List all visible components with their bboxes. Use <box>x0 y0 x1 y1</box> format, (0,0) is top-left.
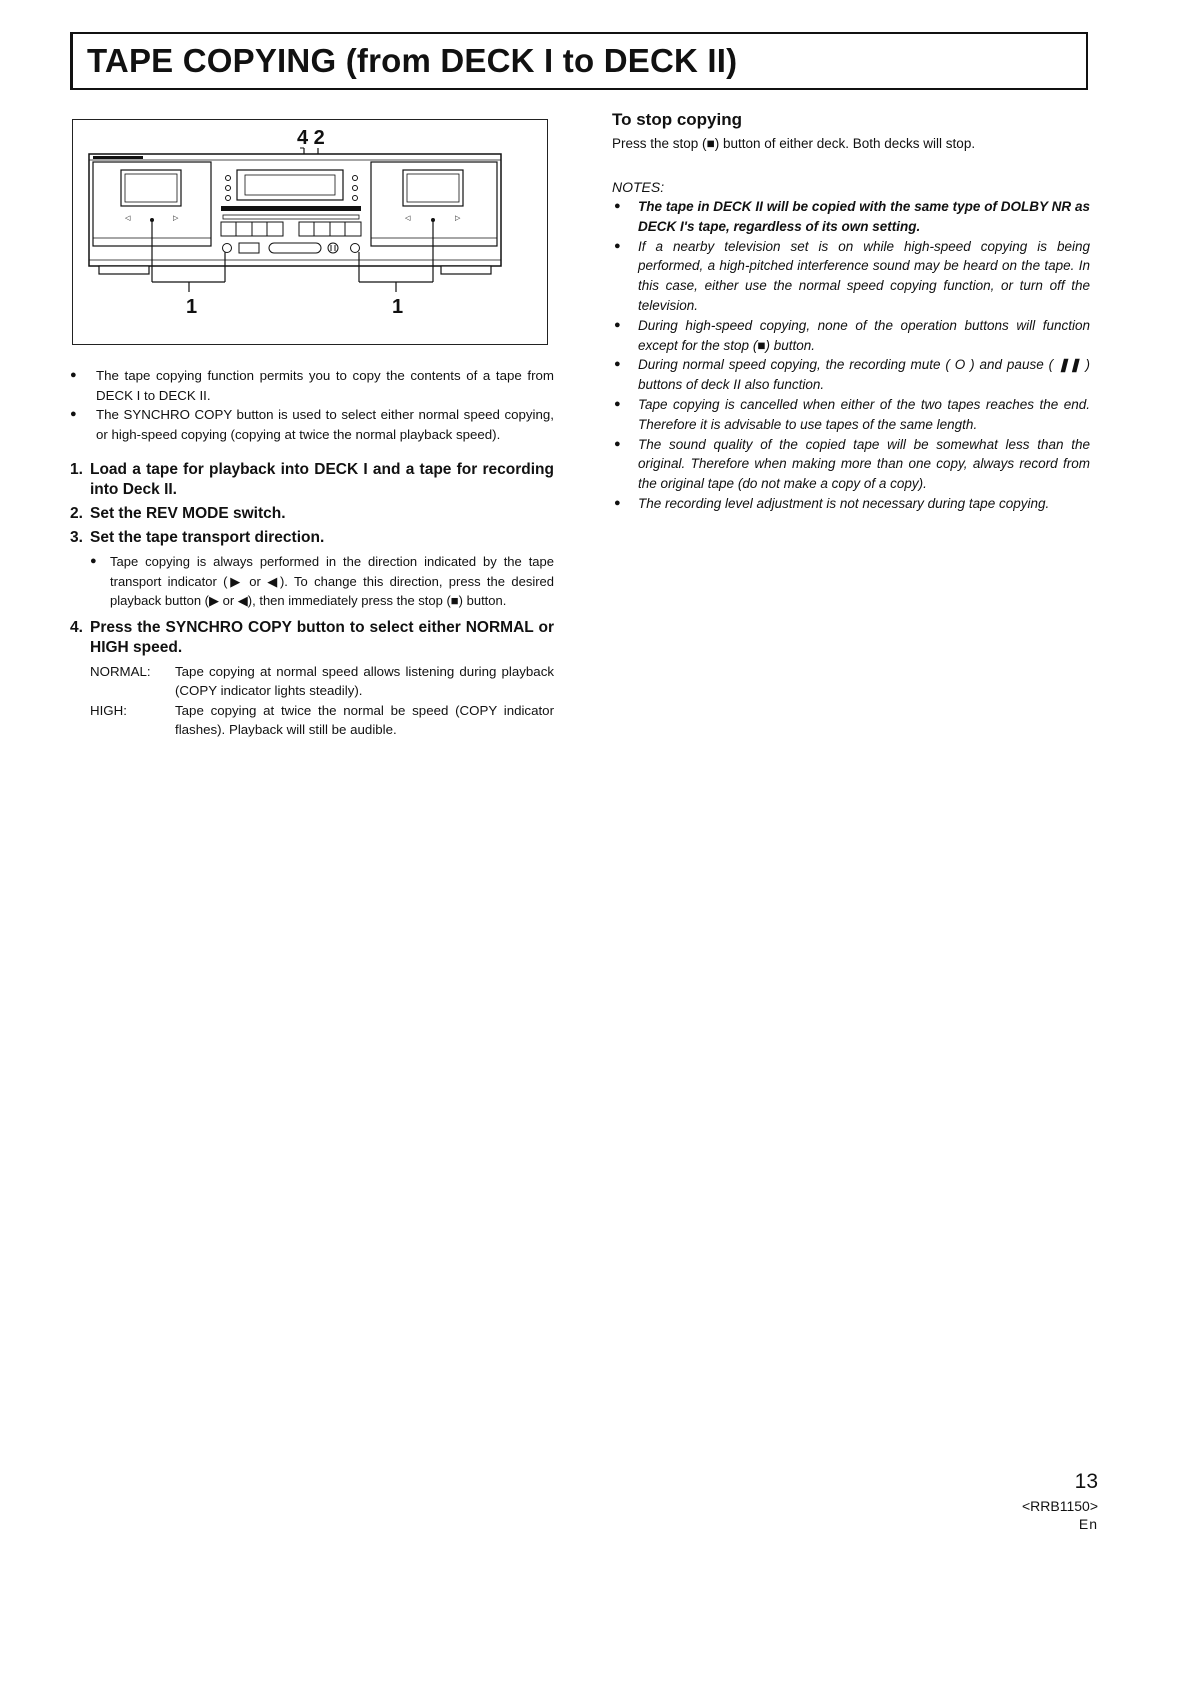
mode-desc: Tape copying at twice the normal be speed (COPY indicator flashes). Playback will still be audible. <box>175 702 554 737</box>
step-text: Set the tape transport direction. <box>90 529 325 546</box>
list-item: ● The tape copying function permits you to copy the contents of a tape from DECK I to DECK II. <box>70 366 554 405</box>
callout-left-label: 1 <box>186 296 198 318</box>
step-text: Set the REV MODE switch. <box>90 505 286 522</box>
note-item: ● If a nearby television set is on while high-speed copying is being performed, a high-pitched interference sound may be heard on the tape. In this case, either use the normal speed copying function, or turn off the television. <box>612 237 1090 316</box>
svg-text:▷: ▷ <box>173 215 179 222</box>
language-code: En <box>1078 1516 1098 1532</box>
note-item: ● The sound quality of the copied tape will be somewhat less than the original. Therefore when making more than one copy, always record from the original tape (do not make a copy of a copy). <box>612 435 1090 494</box>
page-number: 13 <box>1074 1470 1098 1493</box>
stop-text: Press the stop (■) button of either deck. Both decks will stop. <box>612 136 976 151</box>
document-code: <RRB1150> <box>1021 1498 1098 1514</box>
callout-right-label: 1 <box>392 296 404 318</box>
step-1 <box>70 460 554 500</box>
svg-text:◁: ◁ <box>405 215 411 222</box>
step-text: Press the SYNCHRO COPY button to select either NORMAL or HIGH speed. <box>90 618 554 656</box>
notes-heading: NOTES: <box>612 179 665 195</box>
step-text: Load a tape for playback into DECK I and a tape for recording into Deck II. <box>90 461 554 498</box>
speed-mode-high <box>90 701 554 740</box>
step-number: 3. <box>70 529 83 546</box>
svg-text:▷: ▷ <box>455 215 461 222</box>
list-item: ● The SYNCHRO COPY button is used to select either normal speed copying, or high-speed copying (copying at twice the normal playback speed). <box>70 405 554 444</box>
callout-top-label: 4 2 <box>297 127 325 149</box>
note-item: ● During high-speed copying, none of the operation buttons will function except for the stop (■) button. <box>612 316 1090 356</box>
note-item: ● The tape in DECK II will be copied with the same type of DOLBY NR as DECK I's tape, regardless of its own setting. <box>612 197 1090 237</box>
right-column <box>612 110 1090 514</box>
note-item: ● The recording level adjustment is not necessary during tape copying. <box>612 494 1090 514</box>
note-item: ● During normal speed copying, the recording mute ( O ) and pause ( ❚❚ ) buttons of deck II also function. <box>612 355 1090 395</box>
deck-illustration <box>73 120 549 346</box>
stop-heading: To stop copying <box>612 110 743 129</box>
step-number: 4. <box>70 618 83 636</box>
notes-list <box>612 197 1090 514</box>
step-2 <box>70 504 554 524</box>
step-number: 2. <box>70 505 83 522</box>
left-column <box>70 366 554 740</box>
page-footer <box>1022 1470 1098 1532</box>
deck-diagram <box>72 119 548 345</box>
page-title: TAPE COPYING (from DECK I to DECK II) <box>87 42 738 79</box>
speed-mode-normal <box>90 662 554 701</box>
step-3-note: ● Tape copying is always performed in the direction indicated by the tape transport indicator (▶ or ◀). To change this direction, press the desired playback button (▶ or ◀), then immediately press the stop (■) button. <box>90 552 554 611</box>
svg-text:◁: ◁ <box>125 215 131 222</box>
intro-bullets <box>70 366 554 444</box>
speed-modes <box>90 662 554 740</box>
mode-term: HIGH: <box>90 702 127 718</box>
note-item: ● Tape copying is cancelled when either of the two tapes reaches the end. Therefore it is advisable to use tapes of the same length. <box>612 395 1090 435</box>
mode-term: NORMAL: <box>90 663 151 679</box>
steps <box>70 460 554 740</box>
mode-desc: Tape copying at normal speed allows listening during playback (COPY indicator lights steadily). <box>175 663 554 698</box>
step-number: 1. <box>70 461 83 478</box>
step-4 <box>70 618 554 658</box>
step-3 <box>70 528 554 548</box>
title-box <box>70 32 1088 90</box>
